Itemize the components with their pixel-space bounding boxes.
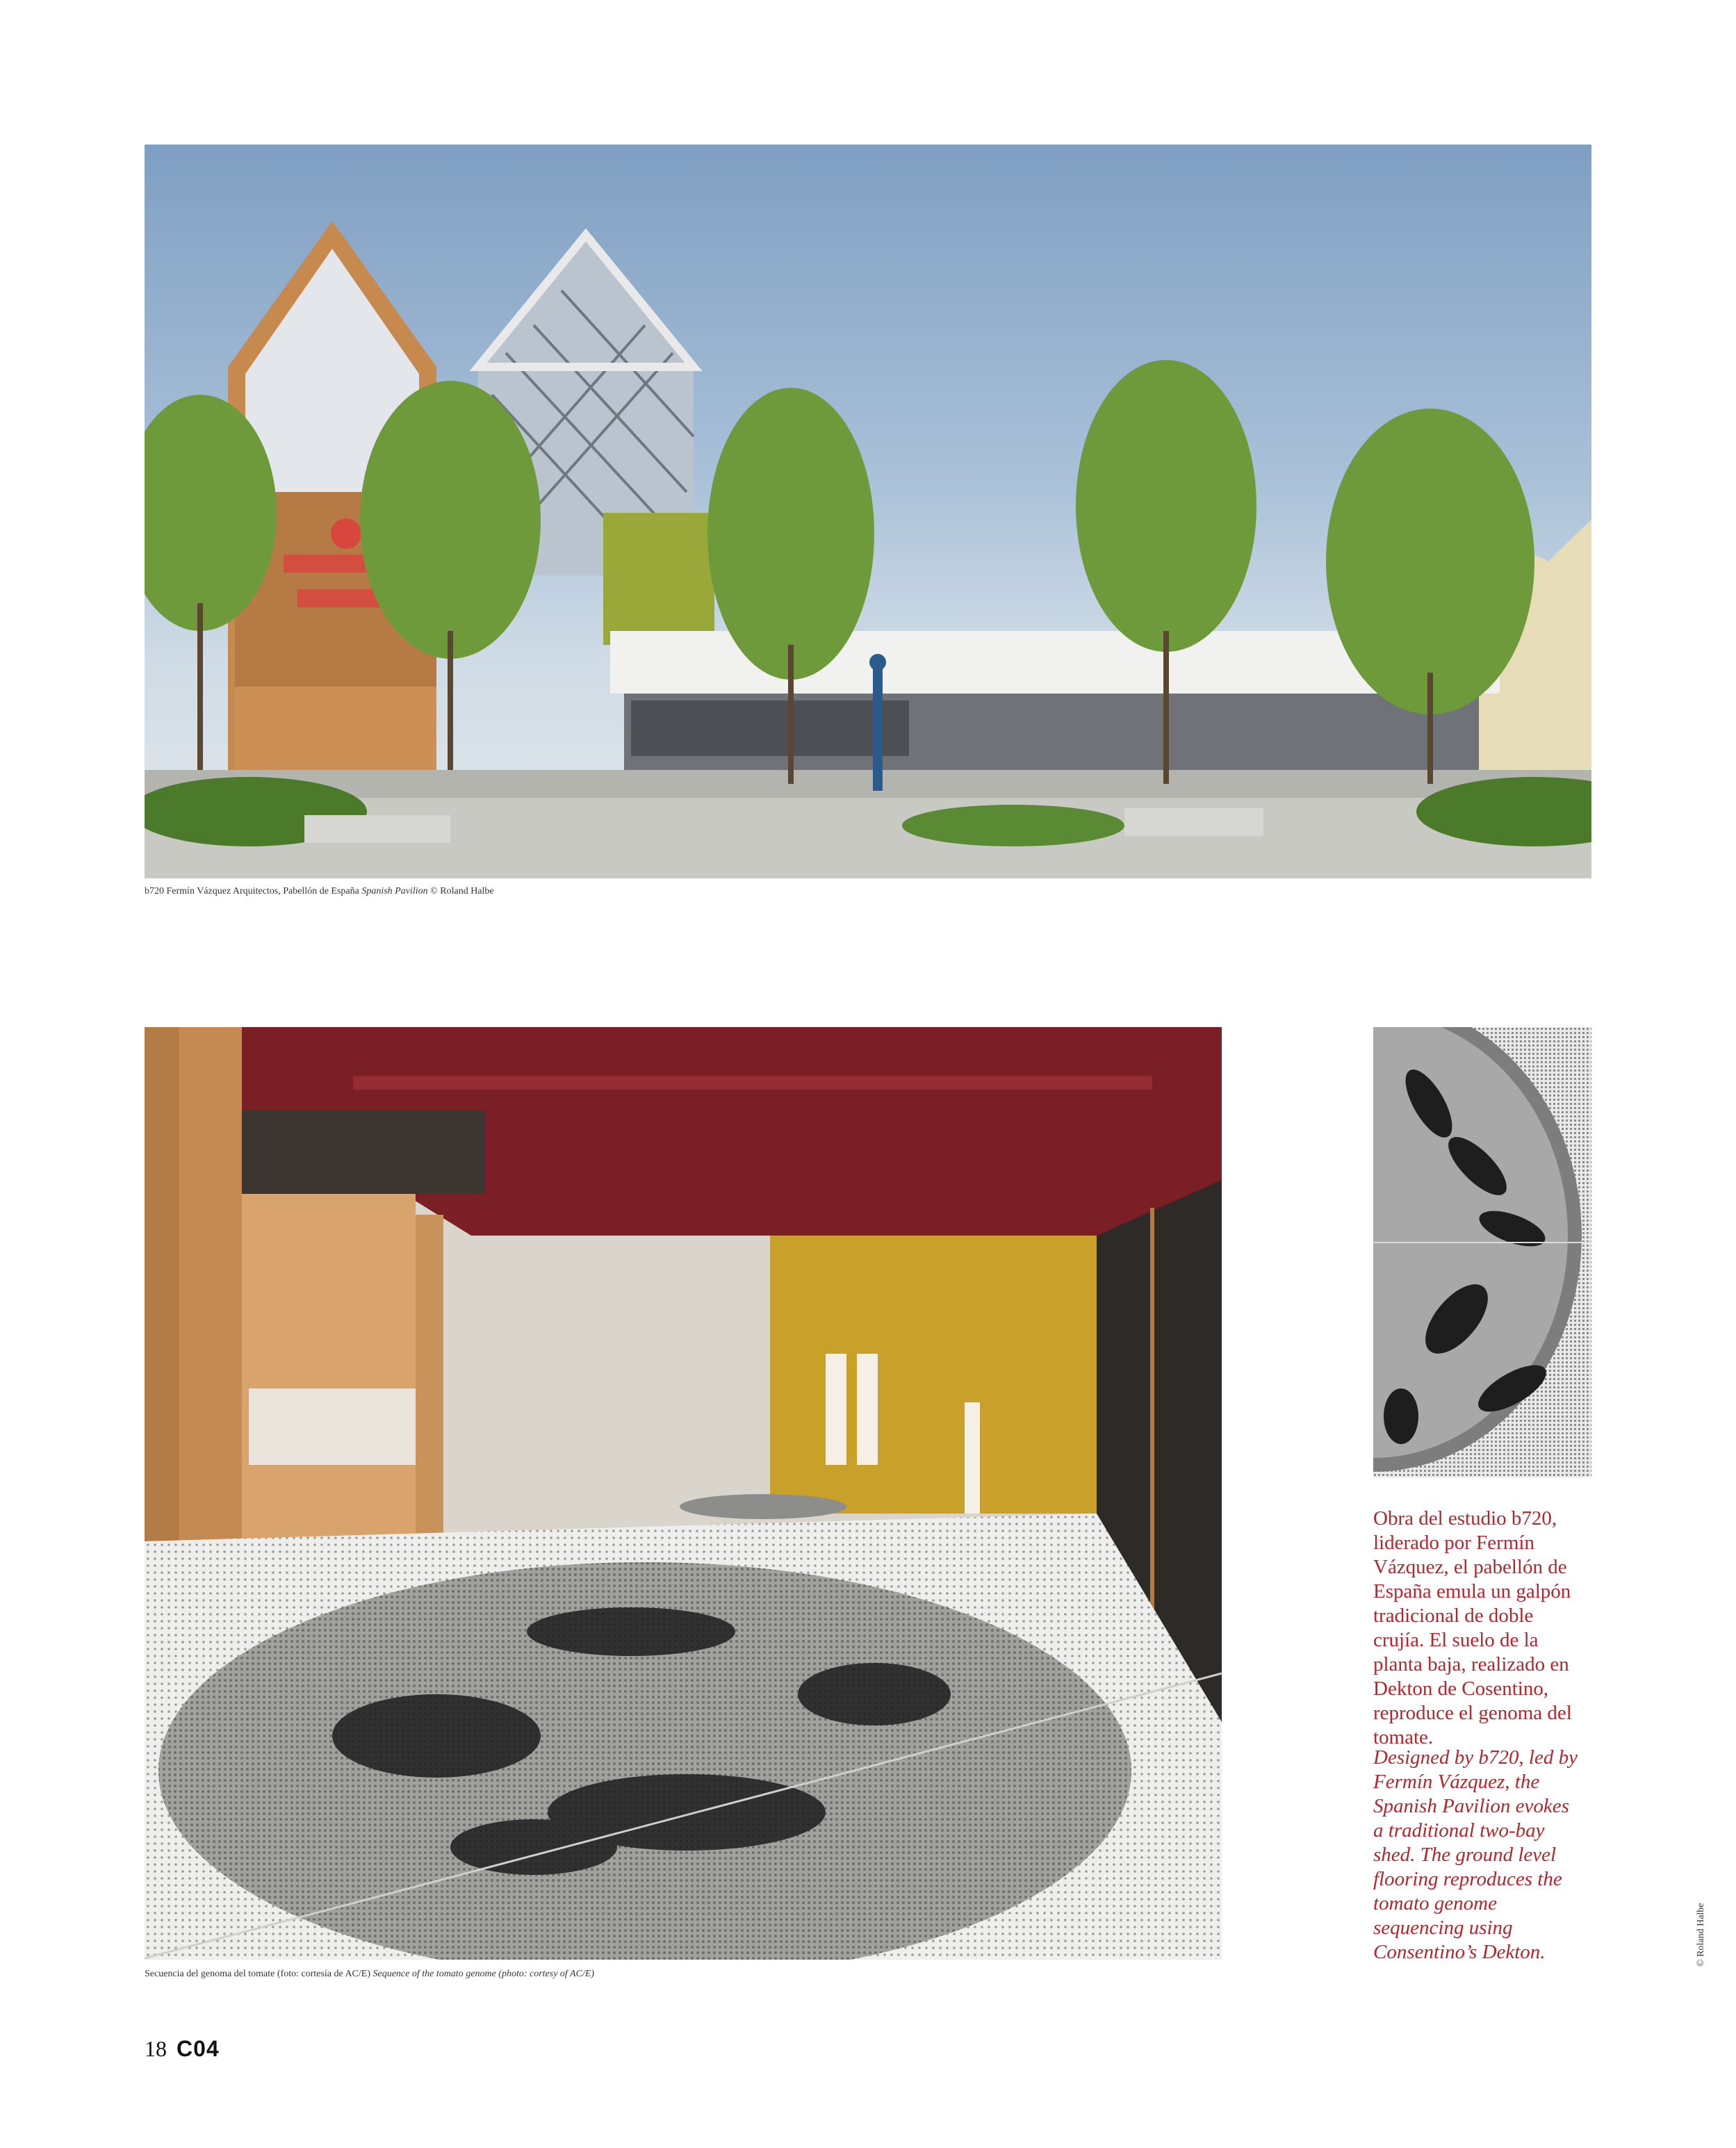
photo-credit-vertical: © Roland Halbe <box>1696 1903 1706 1967</box>
page-folio <box>145 2036 220 2062</box>
pavilion-exterior-photo <box>145 145 1591 878</box>
magazine-logo: C04 <box>177 2036 220 2061</box>
page-number: 18 <box>145 2036 167 2061</box>
top-caption-main: b720 Fermín Vázquez Arquitectos, Pabellón de España <box>145 886 359 896</box>
bottom-caption-english: Sequence of the tomato genome (photo: cortesy of AC/E) <box>372 1969 595 1979</box>
bottom-caption-main: Secuencia del genoma del tomate (foto: cortesía de AC/E) <box>145 1969 370 1979</box>
top-caption-credit: © Roland Halbe <box>430 886 494 896</box>
tomato-detail-photo <box>1373 1027 1591 1477</box>
top-caption-english: Spanish Pavilion <box>361 886 428 896</box>
body-text-spanish: Obra del estudio b720, liderado por Fermín Vázquez, el pabellón de España emula un galpón tradicional de doble crujía. El suelo de la planta baja, realizado en Dekton de Cosentino, reproduce el genoma del tomate. <box>1373 1507 1572 1748</box>
bottom-photo-caption <box>145 1968 1187 1981</box>
body-text-english: Designed by b720, led by Fermín Vázquez, the Spanish Pavilion evokes a traditional two-bay shed. The ground level flooring reproduces the tomato genome sequencing using Consentino’s Dekton. <box>1373 1746 1578 1963</box>
tomato-genome-floor-photo <box>145 1027 1222 1960</box>
top-photo-caption <box>145 885 1117 898</box>
